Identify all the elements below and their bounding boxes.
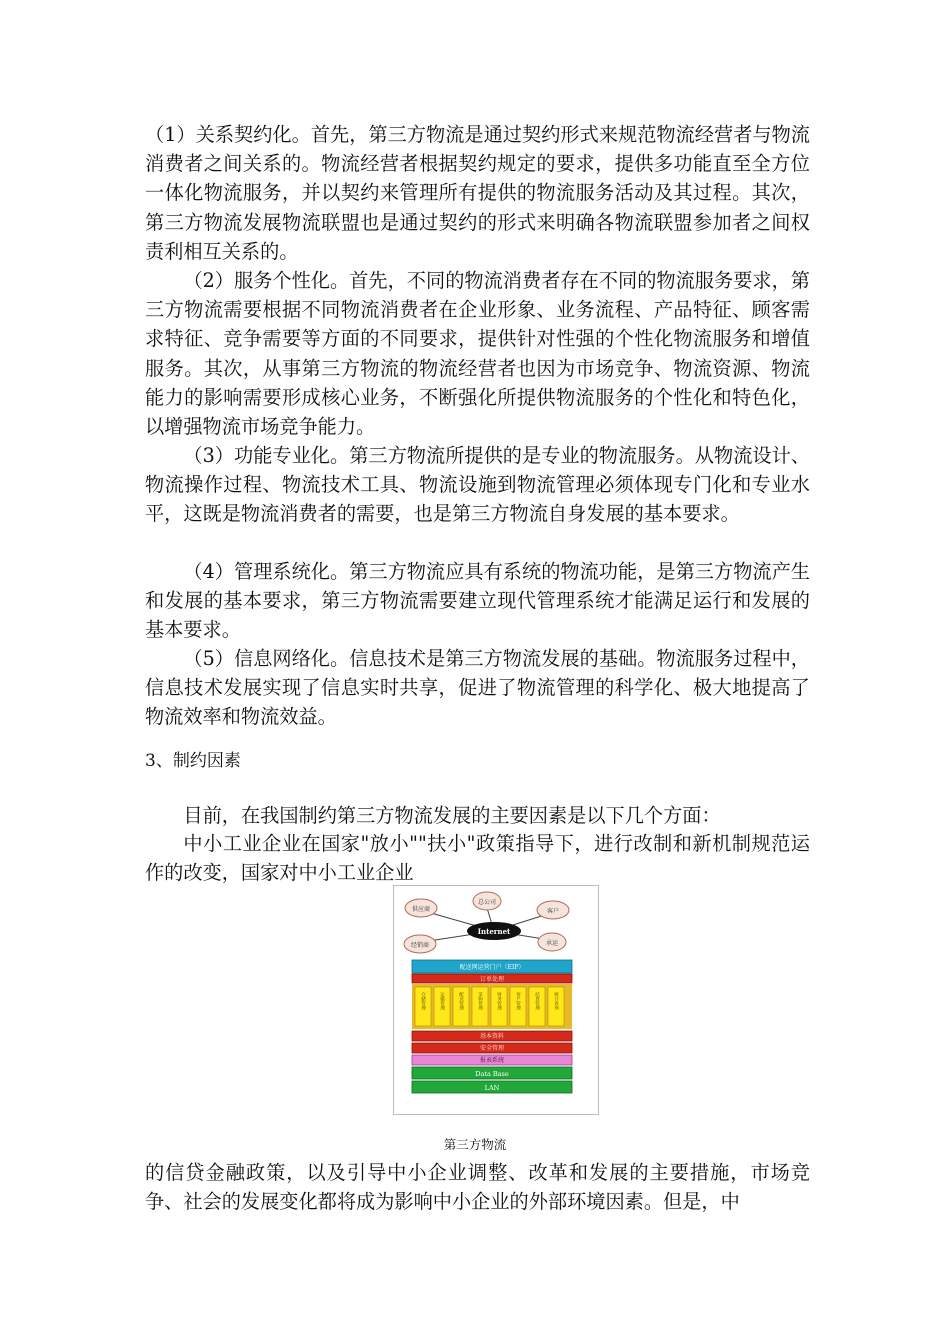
paragraph-intro: 目前，在我国制约第三方物流发展的主要因素是以下几个方面： [183,804,721,827]
figure-caption: 第三方物流 [443,1137,507,1152]
module-3-label: 采购管理 [477,992,483,1010]
bar-lan-label: LAN [484,1084,500,1092]
node-carrier-label: 承运 [545,940,559,947]
bar-order-processing-label: 订单处理 [479,976,505,983]
module-2-label: 配送管理 [458,992,464,1010]
internet-hub-label: Internet [477,927,511,936]
node-dealer-label: 经销商 [410,942,430,949]
section-heading: 3、制约因素 [145,751,241,771]
paragraph-function-specialization: （3）功能专业化。第三方物流所提供的是专业的物流服务。从物流设计、物流操作过程、物流技术工具、物流设施到物流管理必须体现专门化和专业水平，这既是物流消费者的需要，也是第三方物流自身发展的基本要求。 [145,444,810,526]
module-7-label: 统计查询 [553,992,559,1010]
paragraph-information-networking: （5）信息网络化。信息技术是第三方物流发展的基础。物流服务过程中，信息技术发展实现了信息实时共享，促进了物流管理的科学化、极大地提高了物流效率和物流效益。 [145,647,810,729]
module-1-label: 运输管理 [439,992,445,1010]
bar-basic-data-label: 基本资料 [479,1033,505,1040]
module-4-label: 财务管理 [496,992,502,1010]
bar-report-system-label: 报表系统 [479,1057,505,1064]
paragraph-body: 中小工业企业在国家"放小""扶小"政策指导下，进行改制和新机制规范运作的改变，国家对中小工业企业 [145,832,810,885]
module-6-label: 结算管理 [534,992,540,1010]
paragraph-service-personalization: （2）服务个性化。首先，不同的物流消费者存在不同的物流服务要求，第三方物流需要根据不同物流消费者在企业形象、业务流程、产品特征、顾客需求特征、竞争需要等方面的不同要求，提供针对性强的个性化物流服务和增值服务。其次，从事第三方物流的物流经营者也因为市场竞争、物流资源、物流能力的影响需要形成核心业务，不断强化所提供物流服务的个性化和特色化，以增强物流市场竞争能力。 [145,269,810,439]
bar-portal-label: 配送网运营门户（EIP） [459,964,525,971]
node-customer-label: 客户 [546,908,560,915]
module-5-label: 客户管理 [515,992,521,1010]
paragraph-closing: 的信贷金融政策，以及引导中小企业调整、改革和发展的主要措施，市场竞争、社会的发展变化都将成为影响中小企业的外部环境因素。但是，中 [145,1161,810,1214]
node-supplier-label: 供应商 [411,906,431,913]
node-headquarters-label: 总公司 [477,899,497,906]
module-0-label: 仓储管理 [420,992,426,1010]
logistics-architecture-figure [393,885,599,1115]
architecture-diagram [394,886,598,1114]
bar-database-label: Data Base [475,1070,509,1078]
paragraph-management-systematization: （4）管理系统化。第三方物流应具有系统的物流功能，是第三方物流产生和发展的基本要求，第三方物流需要建立现代管理系统才能满足运行和发展的基本要求。 [145,560,810,642]
paragraph-relationship-contract: （1）关系契约化。首先，第三方物流是通过契约形式来规范物流经营者与物流消费者之间关系的。物流经营者根据契约规定的要求，提供多功能直至全方位一体化物流服务，并以契约来管理所有提供的物流服务活动及其过程。其次，第三方物流发展物流联盟也是通过契约的形式来明确各物流联盟参加者之间权责利相互关系的。 [145,123,810,263]
bar-security-label: 安全管理 [479,1045,505,1052]
